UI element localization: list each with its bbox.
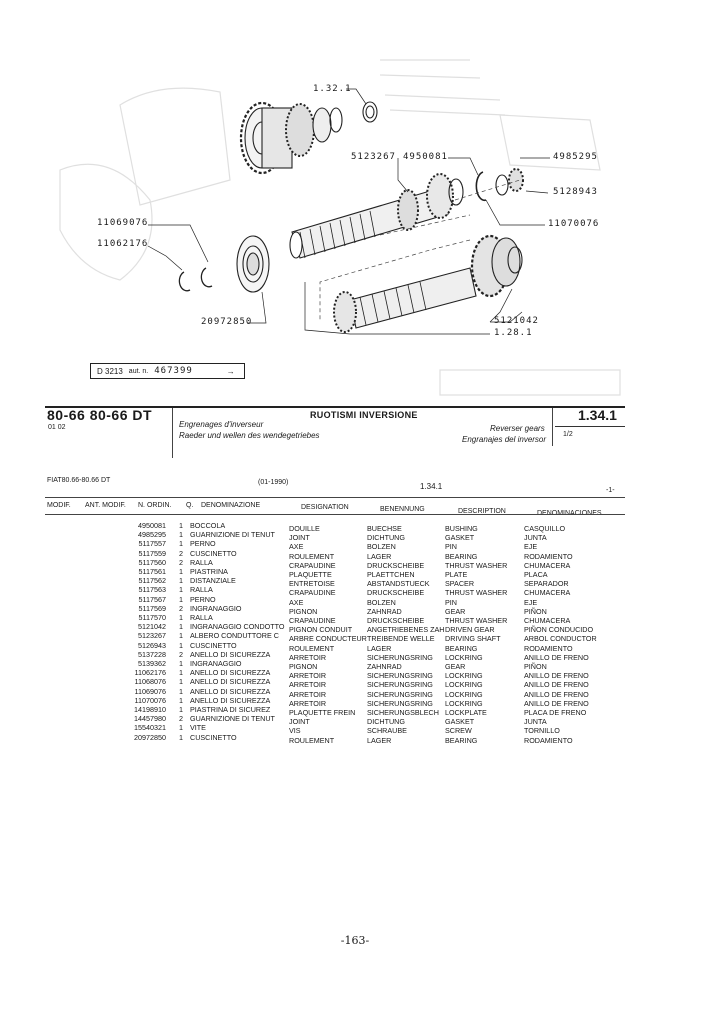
cell-es: EJE (524, 542, 538, 552)
cell-fr: AXE (289, 597, 304, 607)
cell-q: 2 (179, 649, 183, 659)
cell-it: GUARNIZIONE DI TENUT (190, 530, 275, 540)
cell-en: BUSHING (445, 524, 478, 533)
cell-code: 5117561 (138, 567, 166, 577)
cell-en: GEAR (445, 606, 466, 616)
cell-en: THRUST WASHER (445, 616, 508, 626)
cell-de: ANGETRIEBENES ZAH (367, 625, 445, 635)
cell-de: DRUCKSCHEIBE (367, 560, 425, 570)
cell-it: ANELLO DI SICUREZZA (190, 668, 271, 678)
callout-20972850: 20972850 (201, 317, 253, 327)
cell-es: PIÑON (524, 662, 547, 672)
cell-de: ZAHNRAD (367, 662, 402, 672)
header-title-de: Raeder und wellen des wendegetriebes (179, 431, 320, 440)
cell-code: 15540321 (134, 723, 166, 733)
reference-box (90, 363, 245, 379)
cell-code: 11070076 (134, 695, 166, 705)
cell-fr: ROULEMENT (289, 643, 335, 653)
cell-es: RODAMIENTO (524, 551, 573, 561)
cell-q: 1 (179, 732, 183, 742)
cell-it: BOCCOLA (190, 521, 226, 530)
callout-11070076: 11070076 (548, 219, 600, 229)
cell-code: 5121042 (138, 622, 166, 632)
cell-en: THRUST WASHER (445, 560, 508, 570)
cell-de: ZAHNRAD (367, 606, 402, 616)
cell-en: SPACER (445, 579, 475, 589)
snap-rings (179, 268, 212, 291)
cell-es: CHUMACERA (524, 588, 571, 598)
cell-it: DISTANZIALE (190, 576, 236, 586)
section-page-of: 1/2 (563, 431, 573, 438)
col-modif: MODIF. (47, 502, 71, 509)
cell-code: 5117562 (138, 576, 166, 586)
cell-code: 5117557 (138, 539, 166, 549)
ref-arrow-icon: → (226, 366, 235, 376)
cell-en: GEAR (445, 662, 466, 672)
cell-it: INGRANAGGIO (190, 659, 242, 669)
cell-code: 5123267 (138, 631, 166, 641)
cell-es: RODAMIENTO (524, 735, 573, 745)
callout-1-28-1: 1.28.1 (494, 328, 533, 338)
ring-1-32-1 (363, 102, 377, 122)
cell-code: 11062176 (134, 668, 166, 678)
cell-it: VITE (190, 723, 206, 733)
cell-de: SICHERUNGSRING (367, 698, 433, 708)
cell-code: 4985295 (138, 530, 166, 540)
columns-top-rule (45, 497, 625, 498)
col-denominazione: DENOMINAZIONE (201, 502, 261, 509)
cell-q: 1 (179, 576, 183, 586)
cell-q: 1 (179, 677, 183, 687)
cell-es: ANILLO DE FRENO (524, 671, 589, 681)
cell-de: SICHERUNGSBLECH (367, 708, 439, 718)
cell-fr: ENTRETOISE (289, 579, 335, 589)
cell-code: 5117560 (138, 557, 166, 567)
cell-en: PIN (445, 542, 457, 552)
cell-de: PLAETTCHEN (367, 570, 415, 580)
cell-it: INGRANAGGIO CONDOTTO (190, 622, 285, 632)
cell-de: BOLZEN (367, 542, 396, 552)
cell-q: 1 (179, 622, 183, 632)
cell-fr: PIGNON (289, 662, 318, 672)
callout-4985295: 4985295 (553, 152, 598, 162)
cell-it: ANELLO DI SICUREZZA (190, 677, 271, 687)
page-number: -163- (340, 934, 370, 947)
cell-fr: JOINT (289, 717, 310, 727)
cell-code: 5117567 (138, 594, 166, 604)
cell-en: THRUST WASHER (445, 588, 508, 598)
cell-it: PIASTRINA (190, 567, 228, 577)
cell-q: 2 (179, 557, 183, 567)
cell-fr: ARBRE CONDUCTEUR (289, 634, 367, 644)
cell-de: TREIBENDE WELLE (367, 634, 435, 644)
cell-de: SICHERUNGSRING (367, 652, 433, 662)
cell-fr: ARRETOIR (289, 652, 327, 662)
model-name: 80-66 80-66 DT (47, 407, 153, 423)
cell-q: 1 (179, 585, 183, 595)
cell-en: LOCKRING (445, 680, 483, 690)
columns-bottom-rule (45, 514, 625, 515)
cell-fr: DOUILLE (289, 524, 320, 533)
cell-es: PLACA (524, 570, 548, 580)
cell-it: ANELLO DI SICUREZZA (190, 695, 271, 705)
cell-fr: VIS (289, 726, 301, 736)
meta-section: 1.34.1 (420, 482, 443, 491)
cell-q: 1 (179, 521, 183, 530)
cell-q: 1 (179, 631, 183, 641)
callout-5121042: 5121042 (494, 316, 539, 326)
cell-fr: ROULEMENT (289, 551, 335, 561)
cell-q: 1 (179, 705, 183, 715)
callout-1-32-1: 1.32.1 (313, 84, 352, 94)
cell-es: ANILLO DE FRENO (524, 652, 589, 662)
cell-fr: PLAQUETTE (289, 570, 332, 580)
cell-code: 5117563 (138, 585, 166, 595)
cell-q: 1 (179, 640, 183, 650)
callout-11062176: 11062176 (97, 239, 149, 249)
cell-it: PERNO (190, 539, 216, 549)
cell-en: LOCKRING (445, 698, 483, 708)
header-title-it: RUOTISMI INVERSIONE (310, 410, 418, 420)
cell-q: 1 (179, 594, 183, 604)
cell-it: GUARNIZIONE DI TENUT (190, 714, 275, 724)
ref-number: 467399 (154, 366, 193, 376)
cell-es: ANILLO DE FRENO (524, 689, 589, 699)
cell-code: 14457980 (134, 714, 166, 724)
exploded-diagram (0, 0, 710, 400)
driving-shaft (290, 174, 463, 258)
cell-code: 20972850 (134, 732, 166, 742)
cell-code: 5117570 (138, 613, 166, 623)
cell-en: DRIVING SHAFT (445, 634, 501, 644)
cell-fr: PIGNON (289, 606, 318, 616)
cell-es: ARBOL CONDUCTOR (524, 634, 597, 644)
col-ant-modif: ANT. MODIF. (85, 502, 126, 509)
cell-fr: JOINT (289, 533, 310, 543)
cell-de: DRUCKSCHEIBE (367, 588, 425, 598)
cell-it: RALLA (190, 613, 213, 623)
cell-de: DICHTUNG (367, 717, 405, 727)
cell-es: CHUMACERA (524, 560, 571, 570)
cell-de: LAGER (367, 643, 392, 653)
cell-es: EJE (524, 597, 538, 607)
cell-code: 5117559 (138, 548, 166, 558)
cell-fr: CRAPAUDINE (289, 616, 336, 626)
cell-code: 4950081 (138, 521, 166, 530)
meta-page-marker: -1- (606, 487, 615, 494)
cell-en: LOCKPLATE (445, 708, 487, 718)
header-title-es: Engranajes del inversor (462, 435, 547, 444)
bearing-20972850 (237, 236, 269, 292)
cell-fr: ARRETOIR (289, 680, 327, 690)
cell-fr: AXE (289, 542, 304, 552)
cell-en: GASKET (445, 533, 475, 543)
cell-es: SEPARADOR (524, 579, 569, 589)
cell-en: BEARING (445, 551, 478, 561)
cell-it: CUSCINETTO (190, 732, 237, 742)
cell-it: RALLA (190, 557, 213, 567)
cell-q: 2 (179, 603, 183, 613)
upper-gear-cluster (241, 103, 342, 173)
cell-fr: ARRETOIR (289, 689, 327, 699)
cell-it: CUSCINETTO (190, 640, 237, 650)
cell-it: ANELLO DI SICUREZZA (190, 649, 271, 659)
cell-de: ABSTANDSTUECK (367, 579, 430, 589)
cell-de: LAGER (367, 551, 392, 561)
cell-it: PERNO (190, 594, 216, 604)
cell-es: JUNTA (524, 717, 547, 727)
callout-5123267: 5123267 (351, 152, 396, 162)
cell-de: LAGER (367, 735, 392, 745)
cell-code: 5139362 (138, 659, 166, 669)
cell-q: 2 (179, 714, 183, 724)
cell-it: CUSCINETTO (190, 548, 237, 558)
cell-es: CASQUILLO (524, 524, 566, 533)
table-row (125, 521, 597, 530)
cell-code: 5137228 (138, 649, 166, 659)
cell-fr: ARRETOIR (289, 671, 327, 681)
col-q: Q. (186, 502, 194, 509)
cell-es: ANILLO DE FRENO (524, 698, 589, 708)
cell-en: LOCKRING (445, 671, 483, 681)
header-title-fr: Engrenages d'inverseur (179, 420, 264, 429)
cell-es: RODAMIENTO (524, 643, 573, 653)
cell-code: 14198910 (134, 705, 166, 715)
col-description: DESCRIPTION (458, 508, 506, 515)
cell-q: 1 (179, 539, 183, 549)
cell-de: DRUCKSCHEIBE (367, 616, 425, 626)
header-divider-right (552, 408, 553, 446)
cell-q: 2 (179, 548, 183, 558)
section-number: 1.34.1 (578, 407, 617, 423)
cell-fr: PLAQUETTE FREIN (289, 708, 356, 718)
callout-11069076: 11069076 (97, 218, 149, 228)
cell-en: LOCKRING (445, 652, 483, 662)
cell-es: TORNILLO (524, 726, 560, 736)
cell-it: PIASTRINA DI SICUREZ (190, 705, 271, 715)
cell-es: JUNTA (524, 533, 547, 543)
cell-q: 1 (179, 686, 183, 696)
col-denominaciones: DENOMINACIONES (537, 510, 602, 517)
cell-q: 1 (179, 567, 183, 577)
cell-q: 1 (179, 613, 183, 623)
cell-es: PLACA DE FRENO (524, 708, 587, 718)
cell-de: SICHERUNGSRING (367, 671, 433, 681)
cell-q: 1 (179, 530, 183, 540)
cell-es: PIÑON (524, 606, 547, 616)
cell-en: GASKET (445, 717, 475, 727)
cell-fr: ARRETOIR (289, 698, 327, 708)
cell-es: ANILLO DE FRENO (524, 680, 589, 690)
ref-aut-label: aut. n. (128, 367, 149, 375)
cell-fr: CRAPAUDINE (289, 560, 336, 570)
cell-es: PIÑON CONDUCIDO (524, 625, 594, 635)
cell-q: 1 (179, 668, 183, 678)
cell-it: INGRANAGGIO (190, 603, 242, 613)
model-variants: 01 02 (48, 424, 66, 431)
cell-de: SICHERUNGSRING (367, 689, 433, 699)
cell-de: BOLZEN (367, 597, 396, 607)
cell-it: ALBERO CONDUTTORE C (190, 631, 279, 641)
cell-fr: ROULEMENT (289, 735, 335, 745)
cell-it: RALLA (190, 585, 213, 595)
cell-es: CHUMACERA (524, 616, 571, 626)
col-designation: DESIGNATION (301, 504, 349, 511)
cell-it: ANELLO DI SICUREZZA (190, 686, 271, 696)
cell-en: LOCKRING (445, 689, 483, 699)
cell-en: PLATE (445, 570, 468, 580)
cell-q: 1 (179, 659, 183, 669)
cell-en: BEARING (445, 735, 478, 745)
cell-code: 5117569 (138, 603, 166, 613)
cell-code: 11068076 (134, 677, 166, 687)
cell-code: 11069076 (134, 686, 166, 696)
cell-de: SCHRAUBE (367, 726, 407, 736)
header-title-en: Reverser gears (490, 424, 545, 433)
cell-en: SCREW (445, 726, 472, 736)
header-divider-left (172, 408, 173, 458)
meta-model: FIAT80.66-80.66 DT (47, 477, 111, 484)
cell-en: DRIVEN GEAR (445, 625, 495, 635)
callout-5128943: 5128943 (553, 187, 598, 197)
cell-fr: PIGNON CONDUIT (289, 625, 353, 635)
col-n-ordin: N. ORDIN. (138, 502, 172, 509)
cell-q: 1 (179, 695, 183, 705)
right-bearing-group (476, 169, 523, 200)
cell-en: BEARING (445, 643, 478, 653)
parts-table (125, 521, 597, 745)
meta-date: (01-1990) (258, 479, 289, 486)
cell-de: BUECHSE (367, 524, 402, 533)
cell-q: 1 (179, 723, 183, 733)
section-rule (555, 426, 625, 427)
cell-code: 5126943 (138, 640, 166, 650)
cell-de: DICHTUNG (367, 533, 405, 543)
cell-en: PIN (445, 597, 457, 607)
ref-code: D 3213 (97, 366, 123, 376)
cell-fr: CRAPAUDINE (289, 588, 336, 598)
cell-de: SICHERUNGSRING (367, 680, 433, 690)
col-benennung: BENENNUNG (380, 506, 425, 513)
callout-4950081: 4950081 (403, 152, 448, 162)
